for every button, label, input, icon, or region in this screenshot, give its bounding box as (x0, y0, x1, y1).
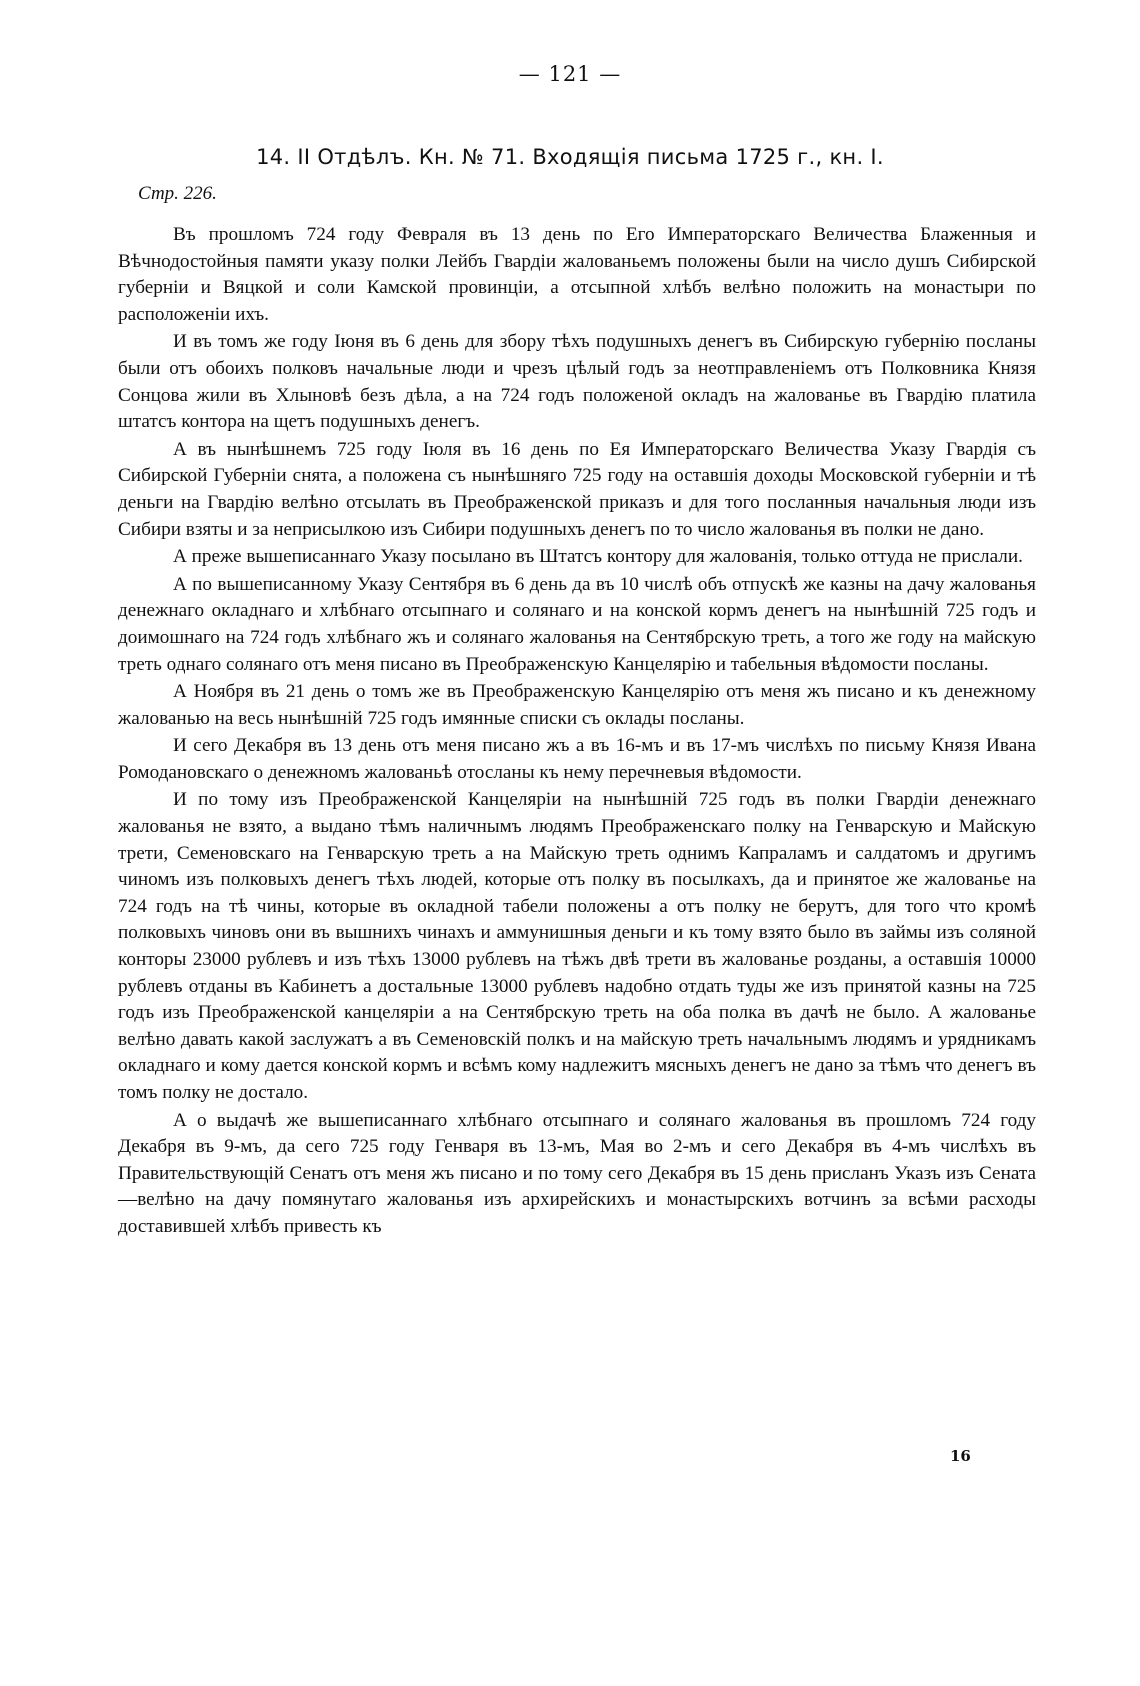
paragraph: И по тому изъ Преображенской Канцеляріи на нынѣшній 725 годъ въ полки Гвардіи денежнаго жалованья не взято, а выдано тѣмъ наличнымъ людямъ Преображенскаго полку на Генварскую и Майскую трети, Семеновскаго на Генварскую треть а на Майскую треть однимъ Капраламъ и салдатомъ и другимъ чиномъ изъ полковыхъ денегъ тѣхъ людей, которые отъ полку въ посылкахъ, да и принятое же жалованье на 724 годъ на тѣ чины, которые въ окладной табели положены а отъ полку не берутъ, для того что кромѣ полковыхъ чиновъ они въ вышнихъ чинахъ и аммунишныя деньги и къ тому взято было въ займы изъ соляной конторы 23000 рублевъ и изъ тѣхъ 13000 рублевъ на тѣжъ двѣ трети въ жалованье розданы, а оставшія 10000 рублевъ отданы въ Кабинетъ а достальные 13000 рублевъ надобно отдать туды же изъ принятой казны на 725 годъ изъ Преображенской канцеляріи а на Сентябрскую треть на оба полка въ дачѣ не было. А жалованье велѣно давать какой заслужатъ а въ Семеновскій полкъ и на майскую треть начальнымъ людямъ и урядникамъ окладнаго и кому дается конской кормъ и всѣмъ кому надлежитъ мясныхъ денегъ не дано за тѣмъ что денегъ въ томъ полку не достало. (118, 789, 1036, 1103)
paragraph: И въ томъ же году Іюня въ 6 день для збору тѣхъ подушныхъ денегъ въ Сибирскую губернію посланы были отъ обоихъ полковъ начальные люди и чрезъ цѣлый годъ за неотправленіемъ отъ Полковника Князя Сонцова жили въ Хлыновѣ безъ дѣла, а на 724 годъ положеной окладъ на жалованье въ Гвардію платила штатсъ контора на щетъ подушныхъ денегъ. (118, 331, 1036, 433)
paragraph: А въ нынѣшнемъ 725 году Іюля въ 16 день по Ея Императорскаго Величества Указу Гвардія съ Сибирской Губерніи снята, а положена съ нынѣшняго 725 году на оставшія доходы Московской губерніи и тѣ деньги на Гвардію велѣно отсылать въ Преображенской приказъ и для того посланныя начальныя люди изъ Сибири взяты и за неприсылкою изъ Сибири подушныхъ денегъ по то число жалованья въ полки не дано. (118, 438, 1036, 540)
paragraph: И сего Декабря въ 13 день отъ меня писано жъ а въ 16-мъ и въ 17-мъ числѣхъ по письму Князя Ивана Ромодановскаго о денежномъ жалованьѣ отосланы къ нему перечневыя вѣдомости. (118, 735, 1036, 783)
paragraph: А Ноября въ 21 день о томъ же въ Преображенскую Канцелярію отъ меня жъ писано и къ денежному жалованью на весь нынѣшній 725 годъ имянные списки съ оклады посланы. (118, 681, 1036, 729)
paragraph: А о выдачѣ же вышеписаннаго хлѣбнаго отсыпнаго и солянаго жалованья въ прошломъ 724 году Декабря въ 9-мъ, да сего 725 году Генваря въ 13-мъ, Мая во 2-мъ и сего Декабря въ 4-мъ числѣхъ въ Правительствующій Сенатъ отъ меня жъ писано и по тому сего Декабря въ 15 день присланъ Указъ изъ Сената—велѣно на дачу помянутаго жалованья изъ архирейскихъ и монастырскихъ вотчинъ за всѣми расходы доставившей хлѣбъ привесть къ (118, 1109, 1036, 1237)
page-reference: Стр. 226. (138, 183, 217, 204)
sheet-signature-number: 16 (950, 1447, 971, 1465)
paragraph: А преже вышеписаннаго Указу посылано въ Штатсъ контору для жалованія, только оттуда не прислали. (173, 546, 1023, 568)
paragraph: А по вышеписанному Указу Сентября въ 6 день да въ 10 числѣ объ отпускѣ же казны на дачу жалованья денежнаго окладнаго и хлѣбнаго отсыпнаго и солянаго и на конской кормъ денегъ на нынѣшній 725 годъ и доимошнаго на 724 годъ хлѣбнаго жъ и солянаго жалованья на Сентябрскую треть, а того же году на майскую треть однаго солянаго отъ меня писано въ Преображенскую Канцелярію и табельныя вѣдомости посланы. (118, 573, 1036, 675)
section-heading: 14. II Отдѣлъ. Кн. № 71. Входящія письма 1725 г., кн. I. (256, 145, 884, 169)
document-body (118, 222, 1036, 1242)
page-number: — 121 — (518, 62, 622, 86)
paragraph: Въ прошломъ 724 году Февраля въ 13 день по Его Императорскаго Величества Блаженныя и Вѣчнодостойныя памяти указу полки Лейбъ Гвардіи жалованьемъ положены были на число душъ Сибирской губерніи и Вяцкой и соли Камской провинціи, а отсыпной хлѣбъ велѣно положить на монастыри по расположеніи ихъ. (118, 224, 1036, 325)
